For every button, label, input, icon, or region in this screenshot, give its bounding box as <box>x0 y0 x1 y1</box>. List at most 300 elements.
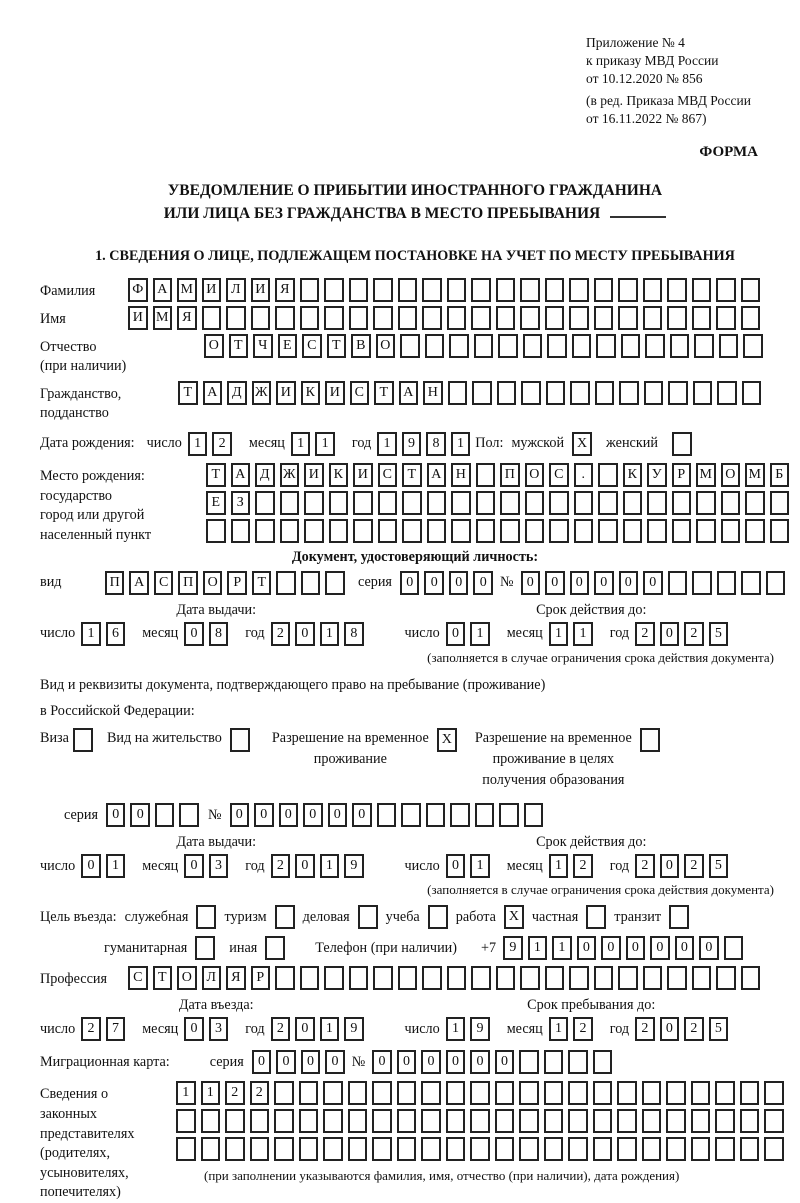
char-cell[interactable] <box>716 306 736 330</box>
char-cell[interactable] <box>645 334 665 358</box>
char-cell[interactable]: 0 <box>660 854 680 878</box>
char-cell[interactable]: 1 <box>320 1017 340 1041</box>
char-cell[interactable] <box>397 1081 417 1105</box>
char-cell[interactable] <box>568 1109 588 1133</box>
char-cell[interactable] <box>696 519 716 543</box>
char-cell[interactable]: 7 <box>106 1017 126 1041</box>
char-cell[interactable] <box>666 1081 686 1105</box>
char-cell[interactable] <box>593 1109 613 1133</box>
char-cell[interactable] <box>471 966 491 990</box>
char-cell[interactable]: М <box>177 278 197 302</box>
char-cell[interactable] <box>500 491 520 515</box>
char-cell[interactable] <box>770 519 790 543</box>
char-cell[interactable]: 8 <box>209 622 229 646</box>
char-cell[interactable] <box>474 334 494 358</box>
char-cell[interactable] <box>545 306 565 330</box>
char-cell[interactable]: Ж <box>280 463 300 487</box>
char-cell[interactable]: 0 <box>295 854 315 878</box>
char-cell[interactable] <box>348 1081 368 1105</box>
char-cell[interactable]: 0 <box>650 936 670 960</box>
char-cell[interactable]: 0 <box>424 571 444 595</box>
char-cell[interactable] <box>546 381 566 405</box>
char-cell[interactable] <box>545 278 565 302</box>
char-cell[interactable] <box>348 1109 368 1133</box>
char-cell[interactable]: 2 <box>684 1017 704 1041</box>
char-cell[interactable] <box>647 491 667 515</box>
char-cell[interactable] <box>275 306 295 330</box>
char-cell[interactable]: 3 <box>209 854 229 878</box>
char-cell[interactable] <box>225 1137 245 1161</box>
char-cell[interactable]: 0 <box>81 854 101 878</box>
char-cell[interactable] <box>717 571 737 595</box>
char-cell[interactable]: . <box>574 463 594 487</box>
purpose-official-checkbox[interactable] <box>196 905 216 929</box>
char-cell[interactable]: Т <box>402 463 422 487</box>
char-cell[interactable] <box>568 1081 588 1105</box>
char-cell[interactable]: 2 <box>271 622 291 646</box>
char-cell[interactable]: А <box>153 278 173 302</box>
char-cell[interactable] <box>378 491 398 515</box>
char-cell[interactable]: И <box>251 278 271 302</box>
char-cell[interactable]: 0 <box>446 854 466 878</box>
char-cell[interactable] <box>251 306 271 330</box>
char-cell[interactable] <box>519 1137 539 1161</box>
char-cell[interactable] <box>470 1081 490 1105</box>
char-cell[interactable] <box>450 803 470 827</box>
char-cell[interactable] <box>745 491 765 515</box>
char-cell[interactable] <box>323 1081 343 1105</box>
char-cell[interactable]: 0 <box>184 1017 204 1041</box>
char-cell[interactable]: Л <box>202 966 222 990</box>
char-cell[interactable]: 9 <box>503 936 523 960</box>
char-cell[interactable]: 0 <box>675 936 695 960</box>
char-cell[interactable] <box>274 1109 294 1133</box>
char-cell[interactable]: О <box>721 463 741 487</box>
char-cell[interactable]: К <box>329 463 349 487</box>
char-cell[interactable]: 2 <box>81 1017 101 1041</box>
char-cell[interactable] <box>741 306 761 330</box>
purpose-tourism-checkbox[interactable] <box>275 905 295 929</box>
char-cell[interactable] <box>668 381 688 405</box>
char-cell[interactable] <box>524 803 544 827</box>
char-cell[interactable]: 1 <box>528 936 548 960</box>
char-cell[interactable]: 0 <box>106 803 126 827</box>
char-cell[interactable] <box>397 1137 417 1161</box>
char-cell[interactable] <box>231 519 251 543</box>
char-cell[interactable] <box>255 491 275 515</box>
char-cell[interactable] <box>618 278 638 302</box>
char-cell[interactable]: И <box>202 278 222 302</box>
char-cell[interactable]: Т <box>206 463 226 487</box>
char-cell[interactable]: 0 <box>325 1050 345 1074</box>
char-cell[interactable] <box>398 278 418 302</box>
char-cell[interactable] <box>324 966 344 990</box>
char-cell[interactable]: 2 <box>271 1017 291 1041</box>
char-cell[interactable] <box>667 306 687 330</box>
char-cell[interactable]: Р <box>672 463 692 487</box>
char-cell[interactable]: Т <box>252 571 272 595</box>
char-cell[interactable]: 0 <box>252 1050 272 1074</box>
char-cell[interactable] <box>280 519 300 543</box>
char-cell[interactable] <box>349 306 369 330</box>
char-cell[interactable] <box>740 1081 760 1105</box>
char-cell[interactable] <box>496 278 516 302</box>
char-cell[interactable]: 0 <box>570 571 590 595</box>
char-cell[interactable] <box>617 1109 637 1133</box>
char-cell[interactable] <box>472 381 492 405</box>
char-cell[interactable]: 1 <box>552 936 572 960</box>
char-cell[interactable]: 0 <box>601 936 621 960</box>
char-cell[interactable] <box>179 803 199 827</box>
char-cell[interactable] <box>155 803 175 827</box>
char-cell[interactable] <box>471 278 491 302</box>
char-cell[interactable] <box>617 1081 637 1105</box>
char-cell[interactable] <box>743 334 763 358</box>
char-cell[interactable]: П <box>105 571 125 595</box>
char-cell[interactable]: О <box>204 334 224 358</box>
char-cell[interactable]: 1 <box>320 622 340 646</box>
char-cell[interactable] <box>372 1081 392 1105</box>
char-cell[interactable] <box>422 306 442 330</box>
char-cell[interactable]: Н <box>451 463 471 487</box>
char-cell[interactable] <box>721 519 741 543</box>
char-cell[interactable] <box>617 1137 637 1161</box>
char-cell[interactable] <box>525 519 545 543</box>
char-cell[interactable] <box>301 571 321 595</box>
char-cell[interactable]: 0 <box>301 1050 321 1074</box>
char-cell[interactable] <box>545 966 565 990</box>
purpose-private-checkbox[interactable] <box>586 905 606 929</box>
char-cell[interactable]: 0 <box>446 622 466 646</box>
char-cell[interactable]: Я <box>226 966 246 990</box>
char-cell[interactable]: 2 <box>573 854 593 878</box>
char-cell[interactable] <box>569 966 589 990</box>
char-cell[interactable] <box>595 381 615 405</box>
char-cell[interactable]: 1 <box>176 1081 196 1105</box>
char-cell[interactable] <box>740 1109 760 1133</box>
char-cell[interactable]: 0 <box>495 1050 515 1074</box>
char-cell[interactable]: 1 <box>446 1017 466 1041</box>
char-cell[interactable]: К <box>623 463 643 487</box>
char-cell[interactable] <box>470 1109 490 1133</box>
char-cell[interactable] <box>476 491 496 515</box>
char-cell[interactable]: 1 <box>291 432 311 456</box>
char-cell[interactable] <box>299 1137 319 1161</box>
char-cell[interactable]: 0 <box>446 1050 466 1074</box>
char-cell[interactable] <box>623 519 643 543</box>
char-cell[interactable] <box>274 1081 294 1105</box>
char-cell[interactable] <box>348 1137 368 1161</box>
char-cell[interactable] <box>373 966 393 990</box>
char-cell[interactable] <box>569 306 589 330</box>
char-cell[interactable] <box>745 519 765 543</box>
char-cell[interactable] <box>717 381 737 405</box>
char-cell[interactable] <box>325 571 345 595</box>
char-cell[interactable] <box>372 1137 392 1161</box>
char-cell[interactable]: 2 <box>212 432 232 456</box>
char-cell[interactable] <box>520 306 540 330</box>
char-cell[interactable]: К <box>301 381 321 405</box>
char-cell[interactable] <box>570 381 590 405</box>
char-cell[interactable] <box>691 1081 711 1105</box>
char-cell[interactable] <box>741 966 761 990</box>
char-cell[interactable] <box>716 278 736 302</box>
char-cell[interactable] <box>427 491 447 515</box>
char-cell[interactable] <box>521 381 541 405</box>
char-cell[interactable]: С <box>549 463 569 487</box>
char-cell[interactable] <box>719 334 739 358</box>
char-cell[interactable]: 5 <box>709 1017 729 1041</box>
char-cell[interactable] <box>644 381 664 405</box>
char-cell[interactable] <box>323 1137 343 1161</box>
char-cell[interactable]: 0 <box>400 571 420 595</box>
char-cell[interactable] <box>402 519 422 543</box>
char-cell[interactable] <box>427 519 447 543</box>
char-cell[interactable]: О <box>177 966 197 990</box>
char-cell[interactable] <box>715 1081 735 1105</box>
char-cell[interactable]: 0 <box>279 803 299 827</box>
char-cell[interactable] <box>447 306 467 330</box>
char-cell[interactable]: 0 <box>699 936 719 960</box>
char-cell[interactable] <box>397 1109 417 1133</box>
char-cell[interactable]: М <box>745 463 765 487</box>
sex-female-checkbox[interactable] <box>672 432 692 456</box>
char-cell[interactable] <box>764 1137 784 1161</box>
char-cell[interactable] <box>476 519 496 543</box>
char-cell[interactable] <box>275 966 295 990</box>
char-cell[interactable]: 8 <box>426 432 446 456</box>
char-cell[interactable]: 1 <box>201 1081 221 1105</box>
char-cell[interactable] <box>764 1109 784 1133</box>
char-cell[interactable] <box>202 306 222 330</box>
char-cell[interactable] <box>250 1109 270 1133</box>
char-cell[interactable]: Я <box>275 278 295 302</box>
char-cell[interactable] <box>300 278 320 302</box>
char-cell[interactable] <box>421 1137 441 1161</box>
char-cell[interactable]: 0 <box>254 803 274 827</box>
char-cell[interactable]: А <box>203 381 223 405</box>
char-cell[interactable]: 1 <box>320 854 340 878</box>
char-cell[interactable] <box>250 1137 270 1161</box>
char-cell[interactable] <box>740 1137 760 1161</box>
char-cell[interactable] <box>764 1081 784 1105</box>
char-cell[interactable] <box>323 1109 343 1133</box>
char-cell[interactable]: 0 <box>352 803 372 827</box>
char-cell[interactable]: Ж <box>252 381 272 405</box>
char-cell[interactable] <box>495 1137 515 1161</box>
char-cell[interactable] <box>568 1050 588 1074</box>
char-cell[interactable]: Я <box>177 306 197 330</box>
char-cell[interactable] <box>499 803 519 827</box>
char-cell[interactable]: Е <box>206 491 226 515</box>
char-cell[interactable] <box>692 966 712 990</box>
char-cell[interactable]: 1 <box>81 622 101 646</box>
char-cell[interactable] <box>741 278 761 302</box>
char-cell[interactable] <box>496 966 516 990</box>
char-cell[interactable] <box>225 1109 245 1133</box>
char-cell[interactable]: 0 <box>230 803 250 827</box>
char-cell[interactable]: 1 <box>470 622 490 646</box>
char-cell[interactable] <box>398 306 418 330</box>
char-cell[interactable] <box>280 491 300 515</box>
char-cell[interactable]: 9 <box>402 432 422 456</box>
char-cell[interactable] <box>593 1137 613 1161</box>
char-cell[interactable]: Т <box>327 334 347 358</box>
char-cell[interactable] <box>667 966 687 990</box>
char-cell[interactable]: М <box>153 306 173 330</box>
char-cell[interactable]: 5 <box>709 854 729 878</box>
char-cell[interactable]: Т <box>178 381 198 405</box>
char-cell[interactable]: 0 <box>660 622 680 646</box>
char-cell[interactable]: М <box>696 463 716 487</box>
char-cell[interactable] <box>519 1050 539 1074</box>
char-cell[interactable] <box>378 519 398 543</box>
char-cell[interactable]: 1 <box>106 854 126 878</box>
char-cell[interactable] <box>523 334 543 358</box>
char-cell[interactable] <box>721 491 741 515</box>
char-cell[interactable] <box>742 381 762 405</box>
char-cell[interactable]: 1 <box>188 432 208 456</box>
char-cell[interactable] <box>621 334 641 358</box>
char-cell[interactable]: Д <box>227 381 247 405</box>
char-cell[interactable]: 2 <box>250 1081 270 1105</box>
char-cell[interactable] <box>643 966 663 990</box>
char-cell[interactable]: 0 <box>470 1050 490 1074</box>
char-cell[interactable] <box>496 306 516 330</box>
purpose-work-checkbox[interactable]: X <box>504 905 524 929</box>
char-cell[interactable]: 0 <box>449 571 469 595</box>
char-cell[interactable] <box>525 491 545 515</box>
char-cell[interactable] <box>300 306 320 330</box>
char-cell[interactable]: 0 <box>184 854 204 878</box>
char-cell[interactable]: 0 <box>276 1050 296 1074</box>
char-cell[interactable]: 9 <box>344 854 364 878</box>
char-cell[interactable]: 1 <box>315 432 335 456</box>
char-cell[interactable]: С <box>350 381 370 405</box>
char-cell[interactable] <box>400 334 420 358</box>
char-cell[interactable] <box>519 1081 539 1105</box>
char-cell[interactable]: И <box>353 463 373 487</box>
char-cell[interactable] <box>598 463 618 487</box>
temp-residence-permit-checkbox[interactable]: X <box>437 728 457 752</box>
char-cell[interactable]: 0 <box>130 803 150 827</box>
char-cell[interactable] <box>694 334 714 358</box>
char-cell[interactable]: 8 <box>344 622 364 646</box>
char-cell[interactable] <box>421 1081 441 1105</box>
char-cell[interactable] <box>715 1137 735 1161</box>
char-cell[interactable] <box>594 306 614 330</box>
char-cell[interactable] <box>255 519 275 543</box>
char-cell[interactable] <box>549 491 569 515</box>
char-cell[interactable] <box>329 519 349 543</box>
char-cell[interactable] <box>425 334 445 358</box>
char-cell[interactable] <box>574 519 594 543</box>
char-cell[interactable]: Т <box>229 334 249 358</box>
purpose-business-checkbox[interactable] <box>358 905 378 929</box>
char-cell[interactable] <box>691 1137 711 1161</box>
char-cell[interactable] <box>448 381 468 405</box>
char-cell[interactable] <box>495 1109 515 1133</box>
char-cell[interactable]: И <box>325 381 345 405</box>
char-cell[interactable] <box>324 306 344 330</box>
char-cell[interactable]: 0 <box>421 1050 441 1074</box>
char-cell[interactable] <box>574 491 594 515</box>
char-cell[interactable]: 0 <box>577 936 597 960</box>
char-cell[interactable]: 6 <box>106 622 126 646</box>
char-cell[interactable] <box>373 278 393 302</box>
char-cell[interactable] <box>449 334 469 358</box>
purpose-study-checkbox[interactable] <box>428 905 448 929</box>
char-cell[interactable] <box>300 966 320 990</box>
char-cell[interactable] <box>446 1137 466 1161</box>
char-cell[interactable]: И <box>304 463 324 487</box>
char-cell[interactable] <box>544 1050 564 1074</box>
char-cell[interactable]: А <box>427 463 447 487</box>
char-cell[interactable] <box>618 306 638 330</box>
char-cell[interactable] <box>619 381 639 405</box>
char-cell[interactable]: 0 <box>397 1050 417 1074</box>
char-cell[interactable] <box>572 334 592 358</box>
char-cell[interactable] <box>668 571 688 595</box>
char-cell[interactable]: 0 <box>521 571 541 595</box>
char-cell[interactable]: Н <box>423 381 443 405</box>
char-cell[interactable]: 1 <box>573 622 593 646</box>
char-cell[interactable]: 0 <box>328 803 348 827</box>
char-cell[interactable]: 0 <box>643 571 663 595</box>
char-cell[interactable]: И <box>128 306 148 330</box>
char-cell[interactable] <box>176 1137 196 1161</box>
char-cell[interactable] <box>715 1109 735 1133</box>
char-cell[interactable] <box>672 519 692 543</box>
char-cell[interactable] <box>276 571 296 595</box>
char-cell[interactable] <box>470 1137 490 1161</box>
char-cell[interactable] <box>693 381 713 405</box>
char-cell[interactable] <box>594 966 614 990</box>
char-cell[interactable] <box>447 278 467 302</box>
char-cell[interactable] <box>176 1109 196 1133</box>
char-cell[interactable] <box>568 1137 588 1161</box>
char-cell[interactable] <box>696 491 716 515</box>
char-cell[interactable] <box>500 519 520 543</box>
char-cell[interactable]: 1 <box>549 622 569 646</box>
char-cell[interactable]: 1 <box>549 854 569 878</box>
char-cell[interactable] <box>549 519 569 543</box>
char-cell[interactable] <box>716 966 736 990</box>
char-cell[interactable]: Ч <box>253 334 273 358</box>
char-cell[interactable]: Т <box>153 966 173 990</box>
char-cell[interactable]: 0 <box>295 1017 315 1041</box>
char-cell[interactable] <box>398 966 418 990</box>
visa-checkbox[interactable] <box>73 728 93 752</box>
char-cell[interactable] <box>446 1081 466 1105</box>
char-cell[interactable]: О <box>203 571 223 595</box>
char-cell[interactable]: 0 <box>660 1017 680 1041</box>
char-cell[interactable] <box>401 803 421 827</box>
char-cell[interactable]: 1 <box>549 1017 569 1041</box>
char-cell[interactable]: 0 <box>594 571 614 595</box>
char-cell[interactable] <box>426 803 446 827</box>
char-cell[interactable]: П <box>500 463 520 487</box>
char-cell[interactable]: 0 <box>303 803 323 827</box>
char-cell[interactable]: Е <box>278 334 298 358</box>
char-cell[interactable]: 5 <box>709 622 729 646</box>
char-cell[interactable] <box>691 1109 711 1133</box>
char-cell[interactable] <box>353 491 373 515</box>
char-cell[interactable]: 0 <box>545 571 565 595</box>
char-cell[interactable]: 0 <box>619 571 639 595</box>
char-cell[interactable] <box>304 491 324 515</box>
char-cell[interactable] <box>329 491 349 515</box>
